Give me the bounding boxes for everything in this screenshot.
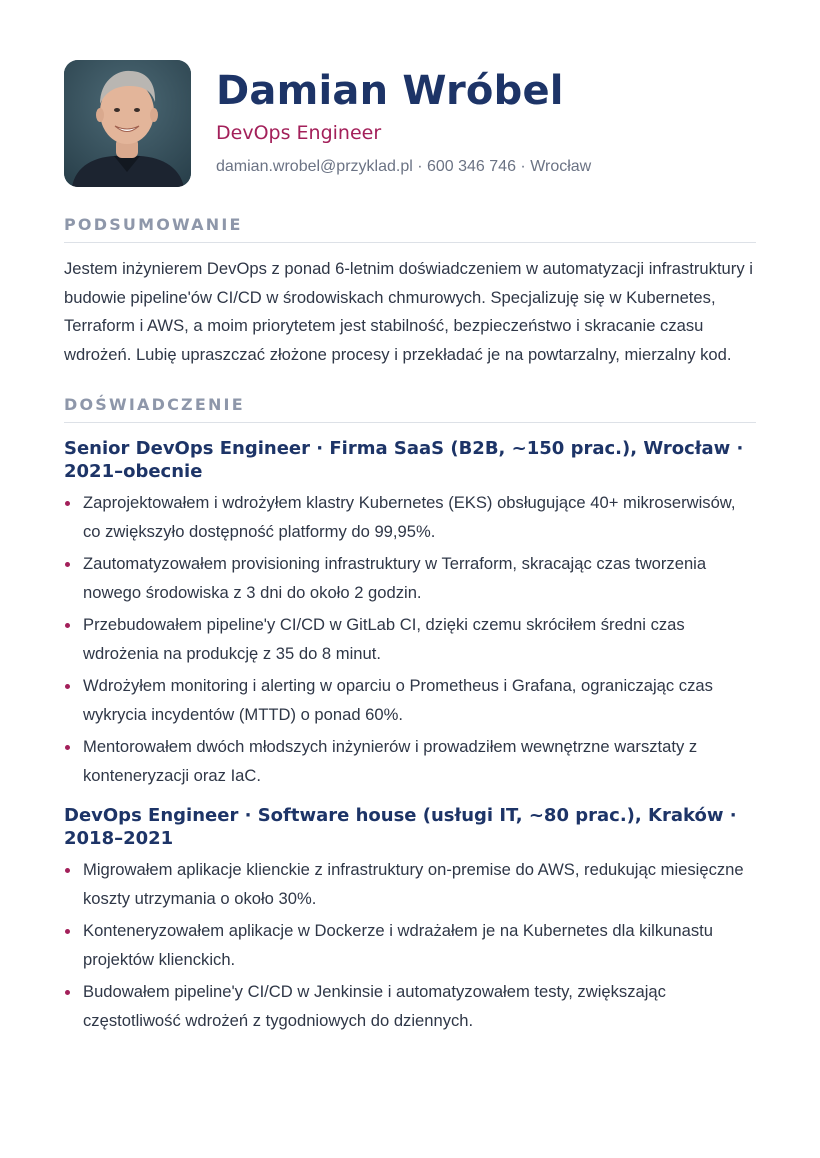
experience-heading: DOŚWIADCZENIE [64, 395, 756, 423]
job-entry [64, 437, 756, 790]
job-bullet: Przebudowałem pipeline'y CI/CD w GitLab CI, dzięki czemu skróciłem średni czas wdrożenia na produkcję z 35 do 8 minut. [64, 611, 756, 668]
job-bullet: Mentorowałem dwóch młodszych inżynierów i prowadziłem wewnętrzne warsztaty z konteneryzacji oraz IaC. [64, 733, 756, 790]
summary-heading: PODSUMOWANIE [64, 215, 756, 243]
job-bullet: Migrowałem aplikacje klienckie z infrastruktury on-premise do AWS, redukując miesięczne koszty utrzymania o około 30%. [64, 856, 756, 913]
job-heading: Senior DevOps Engineer · Firma SaaS (B2B, ~150 prac.), Wrocław · 2021–obecnie [64, 438, 744, 482]
job-bullet: Wdrożyłem monitoring i alerting w oparciu o Prometheus i Grafana, ograniczając czas wykrycia incydentów (MTTD) o ponad 60%. [64, 672, 756, 729]
job-bullets [64, 856, 756, 1035]
summary-text: Jestem inżynierem DevOps z ponad 6-letnim doświadczeniem w automatyzacji infrastruktury i budowie pipeline'ów CI/CD w środowiskach chmurowych. Specjalizuję się w Kubernetes, Terraform i AWS, a moim priorytetem jest stabilność, bezpieczeństwo i skracanie czasu wdrożeń. Lubię upraszczać złożone procesy i przekładać je na powtarzalny, mierzalny kod. [64, 259, 753, 364]
job-bullet: Zaprojektowałem i wdrożyłem klastry Kubernetes (EKS) obsługujące 40+ mikroserwisów, co zwiększyło dostępność platformy do 99,95%. [64, 489, 756, 546]
job-role: DevOps Engineer [216, 122, 382, 144]
person-name: Damian Wróbel [216, 68, 564, 114]
job-bullets [64, 489, 756, 790]
job-bullet: Budowałem pipeline'y CI/CD w Jenkinsie i automatyzowałem testy, zwiększając częstotliwość wdrożeń z tygodniowych do dziennych. [64, 978, 756, 1035]
summary-section [64, 215, 756, 369]
profile-photo [64, 60, 191, 187]
job-bullet: Konteneryzowałem aplikacje w Dockerze i wdrażałem je na Kubernetes dla kilkunastu projektów klienckich. [64, 917, 756, 974]
job-entry [64, 804, 756, 1035]
resume-page [64, 60, 756, 1039]
job-bullet: Zautomatyzowałem provisioning infrastruktury w Terraform, skracając czas tworzenia nowego środowiska z 3 dni do około 2 godzin. [64, 550, 756, 607]
contact-info: damian.wrobel@przyklad.pl · 600 346 746 · Wrocław [216, 158, 592, 175]
resume-header [64, 60, 756, 187]
header-text [216, 60, 591, 178]
job-heading: DevOps Engineer · Software house (usługi IT, ~80 prac.), Kraków · 2018–2021 [64, 805, 737, 849]
portrait-image [64, 60, 191, 187]
experience-section [64, 395, 756, 1035]
